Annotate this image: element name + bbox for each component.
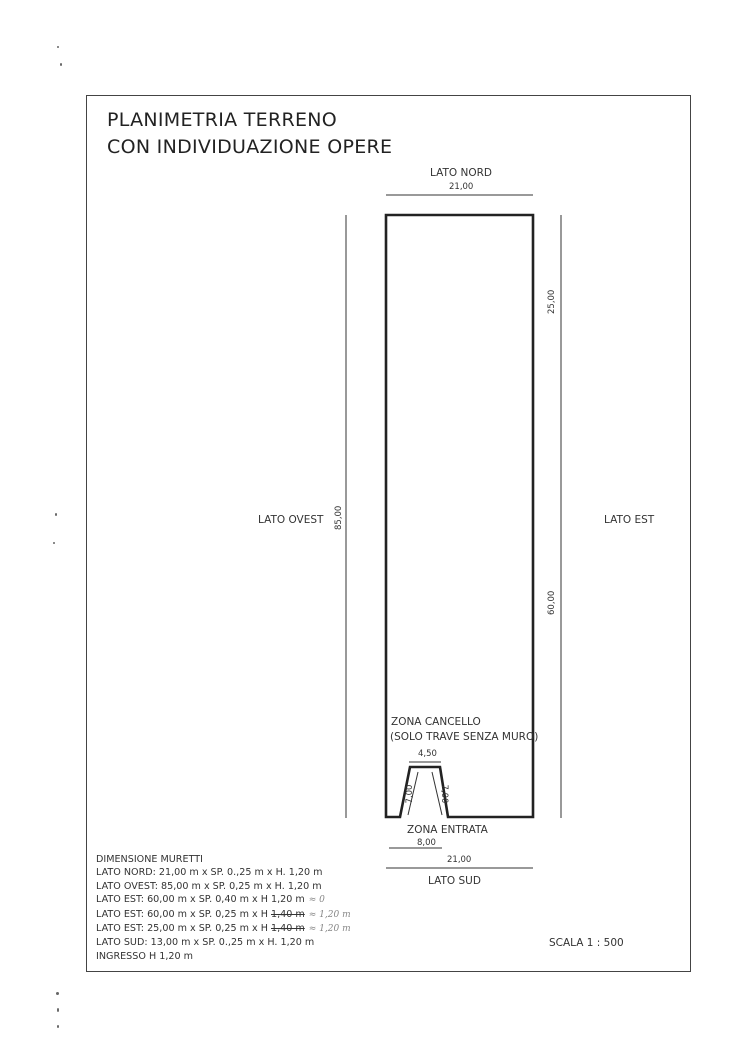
gate-side-right: 7,00 [439, 784, 449, 804]
east-dimension-lower: 60,00 [547, 590, 557, 615]
handwritten-note-3: ≈ 0 [308, 895, 325, 906]
south-label: LATO SUD [428, 875, 481, 887]
entrance-label: ZONA ENTRATA [407, 824, 488, 836]
handwritten-note-4: ≈ 1,20 m [308, 909, 351, 920]
south-dimension: 21,00 [447, 855, 472, 865]
notes-line-5: LATO EST: 25,00 m x SP. 0,25 m x H 1,40 m ≈ 1,20 m [96, 923, 351, 935]
east-dimension-upper: 25,00 [547, 289, 557, 314]
scan-speck [57, 1025, 59, 1028]
entrance-width: 8,00 [417, 838, 436, 848]
notes-line-4: LATO EST: 60,00 m x SP. 0,25 m x H 1,40 m ≈ 1,20 m [96, 908, 351, 920]
title-line-2: CON INDIVIDUAZIONE OPERE [107, 136, 393, 158]
title-line-1: PLANIMETRIA TERRENO [107, 109, 338, 131]
scan-speck [53, 542, 55, 544]
notes-line-3: LATO EST: 60,00 m x SP. 0,40 m x H 1,20 m ≈ 0 [96, 894, 325, 906]
north-label: LATO NORD [430, 167, 492, 179]
gate-side-left: 7,00 [405, 784, 415, 804]
gate-label-line-1: ZONA CANCELLO [391, 716, 481, 728]
scale-label: SCALA 1 : 500 [549, 937, 624, 949]
scan-speck [57, 46, 59, 48]
notes-line-2: LATO OVEST: 85,00 m x SP. 0,25 m x H. 1,20 m [96, 880, 322, 892]
west-dimension: 85,00 [334, 505, 344, 530]
notes-line-6: LATO SUD: 13,00 m x SP. 0.,25 m x H. 1,20 m [96, 937, 315, 949]
notes-heading: DIMENSIONE MURETTI [96, 854, 203, 865]
scan-speck [56, 992, 59, 995]
scan-speck [60, 63, 62, 66]
north-dimension: 21,00 [449, 182, 474, 192]
gate-label-line-2: (SOLO TRAVE SENZA MURO) [390, 731, 539, 743]
wall-dimensions-notes [96, 853, 351, 963]
notes-line-7: INGRESSO H 1,20 m [96, 950, 193, 962]
handwritten-note-5: ≈ 1,20 m [308, 924, 351, 935]
scan-speck [55, 513, 57, 516]
notes-line-1: LATO NORD: 21,00 m x SP. 0.,25 m x H. 1,20 m [96, 867, 323, 879]
struck-value-5: 1,40 m [271, 923, 305, 935]
struck-value-4: 1,40 m [271, 908, 305, 920]
west-label: LATO OVEST [258, 514, 324, 526]
east-label: LATO EST [604, 514, 655, 526]
scan-speck [57, 1008, 59, 1012]
gate-width: 4,50 [418, 749, 437, 759]
